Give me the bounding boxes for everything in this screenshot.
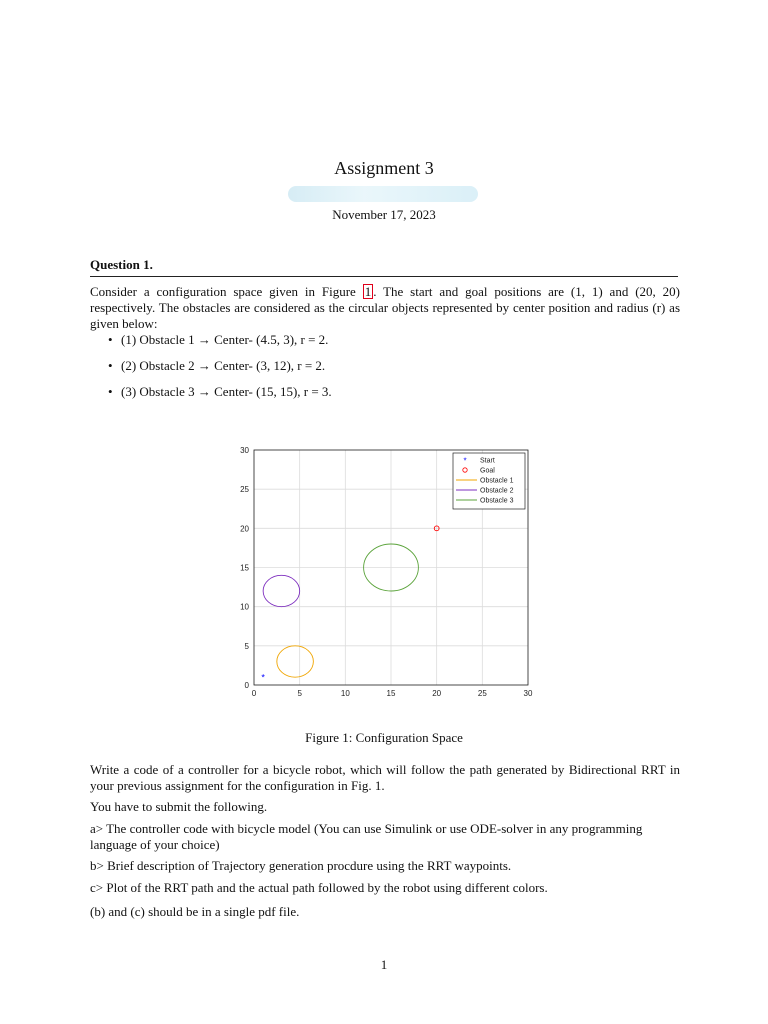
y-tick-label: 5 — [244, 641, 249, 651]
task-paragraph: Write a code of a controller for a bicycle robot, which will follow the path generated by Bidirectional RRT in your previous assignment for the configuration in Fig. 1. — [90, 762, 680, 793]
legend-label: Obstacle 1 — [480, 477, 514, 485]
submission-item-c: c> Plot of the RRT path and the actual path followed by the robot using different colors. — [90, 880, 548, 895]
x-tick-label: 10 — [340, 689, 350, 698]
legend-label: Obstacle 2 — [480, 487, 514, 495]
x-tick-label: 20 — [432, 689, 442, 698]
legend-label: Goal — [480, 467, 495, 475]
bullet-text: (1) Obstacle 1 → Center- (4.5, 3), r = 2. — [121, 332, 329, 347]
submission-note: (b) and (c) should be in a single pdf file. — [90, 904, 300, 919]
legend-swatch-start: * — [463, 456, 467, 466]
y-tick-label: 25 — [240, 485, 249, 495]
configuration-space-figure — [226, 440, 546, 715]
bullet-text: (3) Obstacle 3 → Center- (15, 15), r = 3. — [121, 384, 332, 399]
x-tick-label: 15 — [386, 689, 396, 698]
legend-label: Obstacle 3 — [480, 497, 514, 505]
configuration-space-chart — [226, 440, 546, 710]
bullet-item — [108, 358, 325, 374]
start-marker: * — [261, 672, 265, 683]
x-tick-label: 30 — [523, 689, 533, 698]
bullet-item — [108, 332, 328, 348]
page-number: 1 — [380, 957, 388, 972]
intro-paragraph — [90, 284, 680, 332]
y-tick-label: 15 — [240, 563, 249, 573]
figure-ref-link[interactable]: 1 — [364, 284, 372, 299]
intro-text-before: Consider a configuration space given in Figure — [90, 284, 363, 299]
y-tick-label: 20 — [240, 524, 249, 534]
question-rule — [90, 276, 678, 277]
y-tick-label: 30 — [240, 446, 249, 455]
legend-label: Start — [480, 457, 495, 465]
submission-item-b: b> Brief description of Trajectory generation procdure using the RRT waypoints. — [90, 858, 512, 873]
bullet-dot-icon: • — [108, 384, 113, 399]
y-tick-label: 0 — [244, 681, 249, 690]
submission-item-a: a> The controller code with bicycle model (You can use Simulink or use ODE-solver in any programming language of your choice) — [90, 821, 643, 852]
question-heading: Question 1. — [90, 257, 153, 272]
bullet-text: (2) Obstacle 2 → Center- (3, 12), r = 2. — [121, 358, 326, 373]
document-date: November 17, 2023 — [332, 207, 436, 222]
figure-caption: Figure 1: Configuration Space — [305, 730, 463, 745]
document-title: Assignment 3 — [334, 158, 434, 178]
intro-text-after: . The start and goal positions are (1, 1) and (20, 20) respectively. The obstacles are considered as the circular objects represented by center position and radius (r) as given below: — [90, 284, 680, 331]
author-redacted-bar — [288, 186, 478, 202]
submission-paragraph: You have to submit the following. — [90, 799, 268, 814]
y-tick-label: 10 — [240, 602, 249, 612]
x-tick-label: 0 — [251, 689, 257, 698]
bullet-dot-icon: • — [108, 358, 113, 373]
bullet-item — [108, 384, 332, 400]
bullet-dot-icon: • — [108, 332, 113, 347]
x-tick-label: 5 — [297, 689, 302, 698]
x-tick-label: 25 — [477, 689, 487, 698]
